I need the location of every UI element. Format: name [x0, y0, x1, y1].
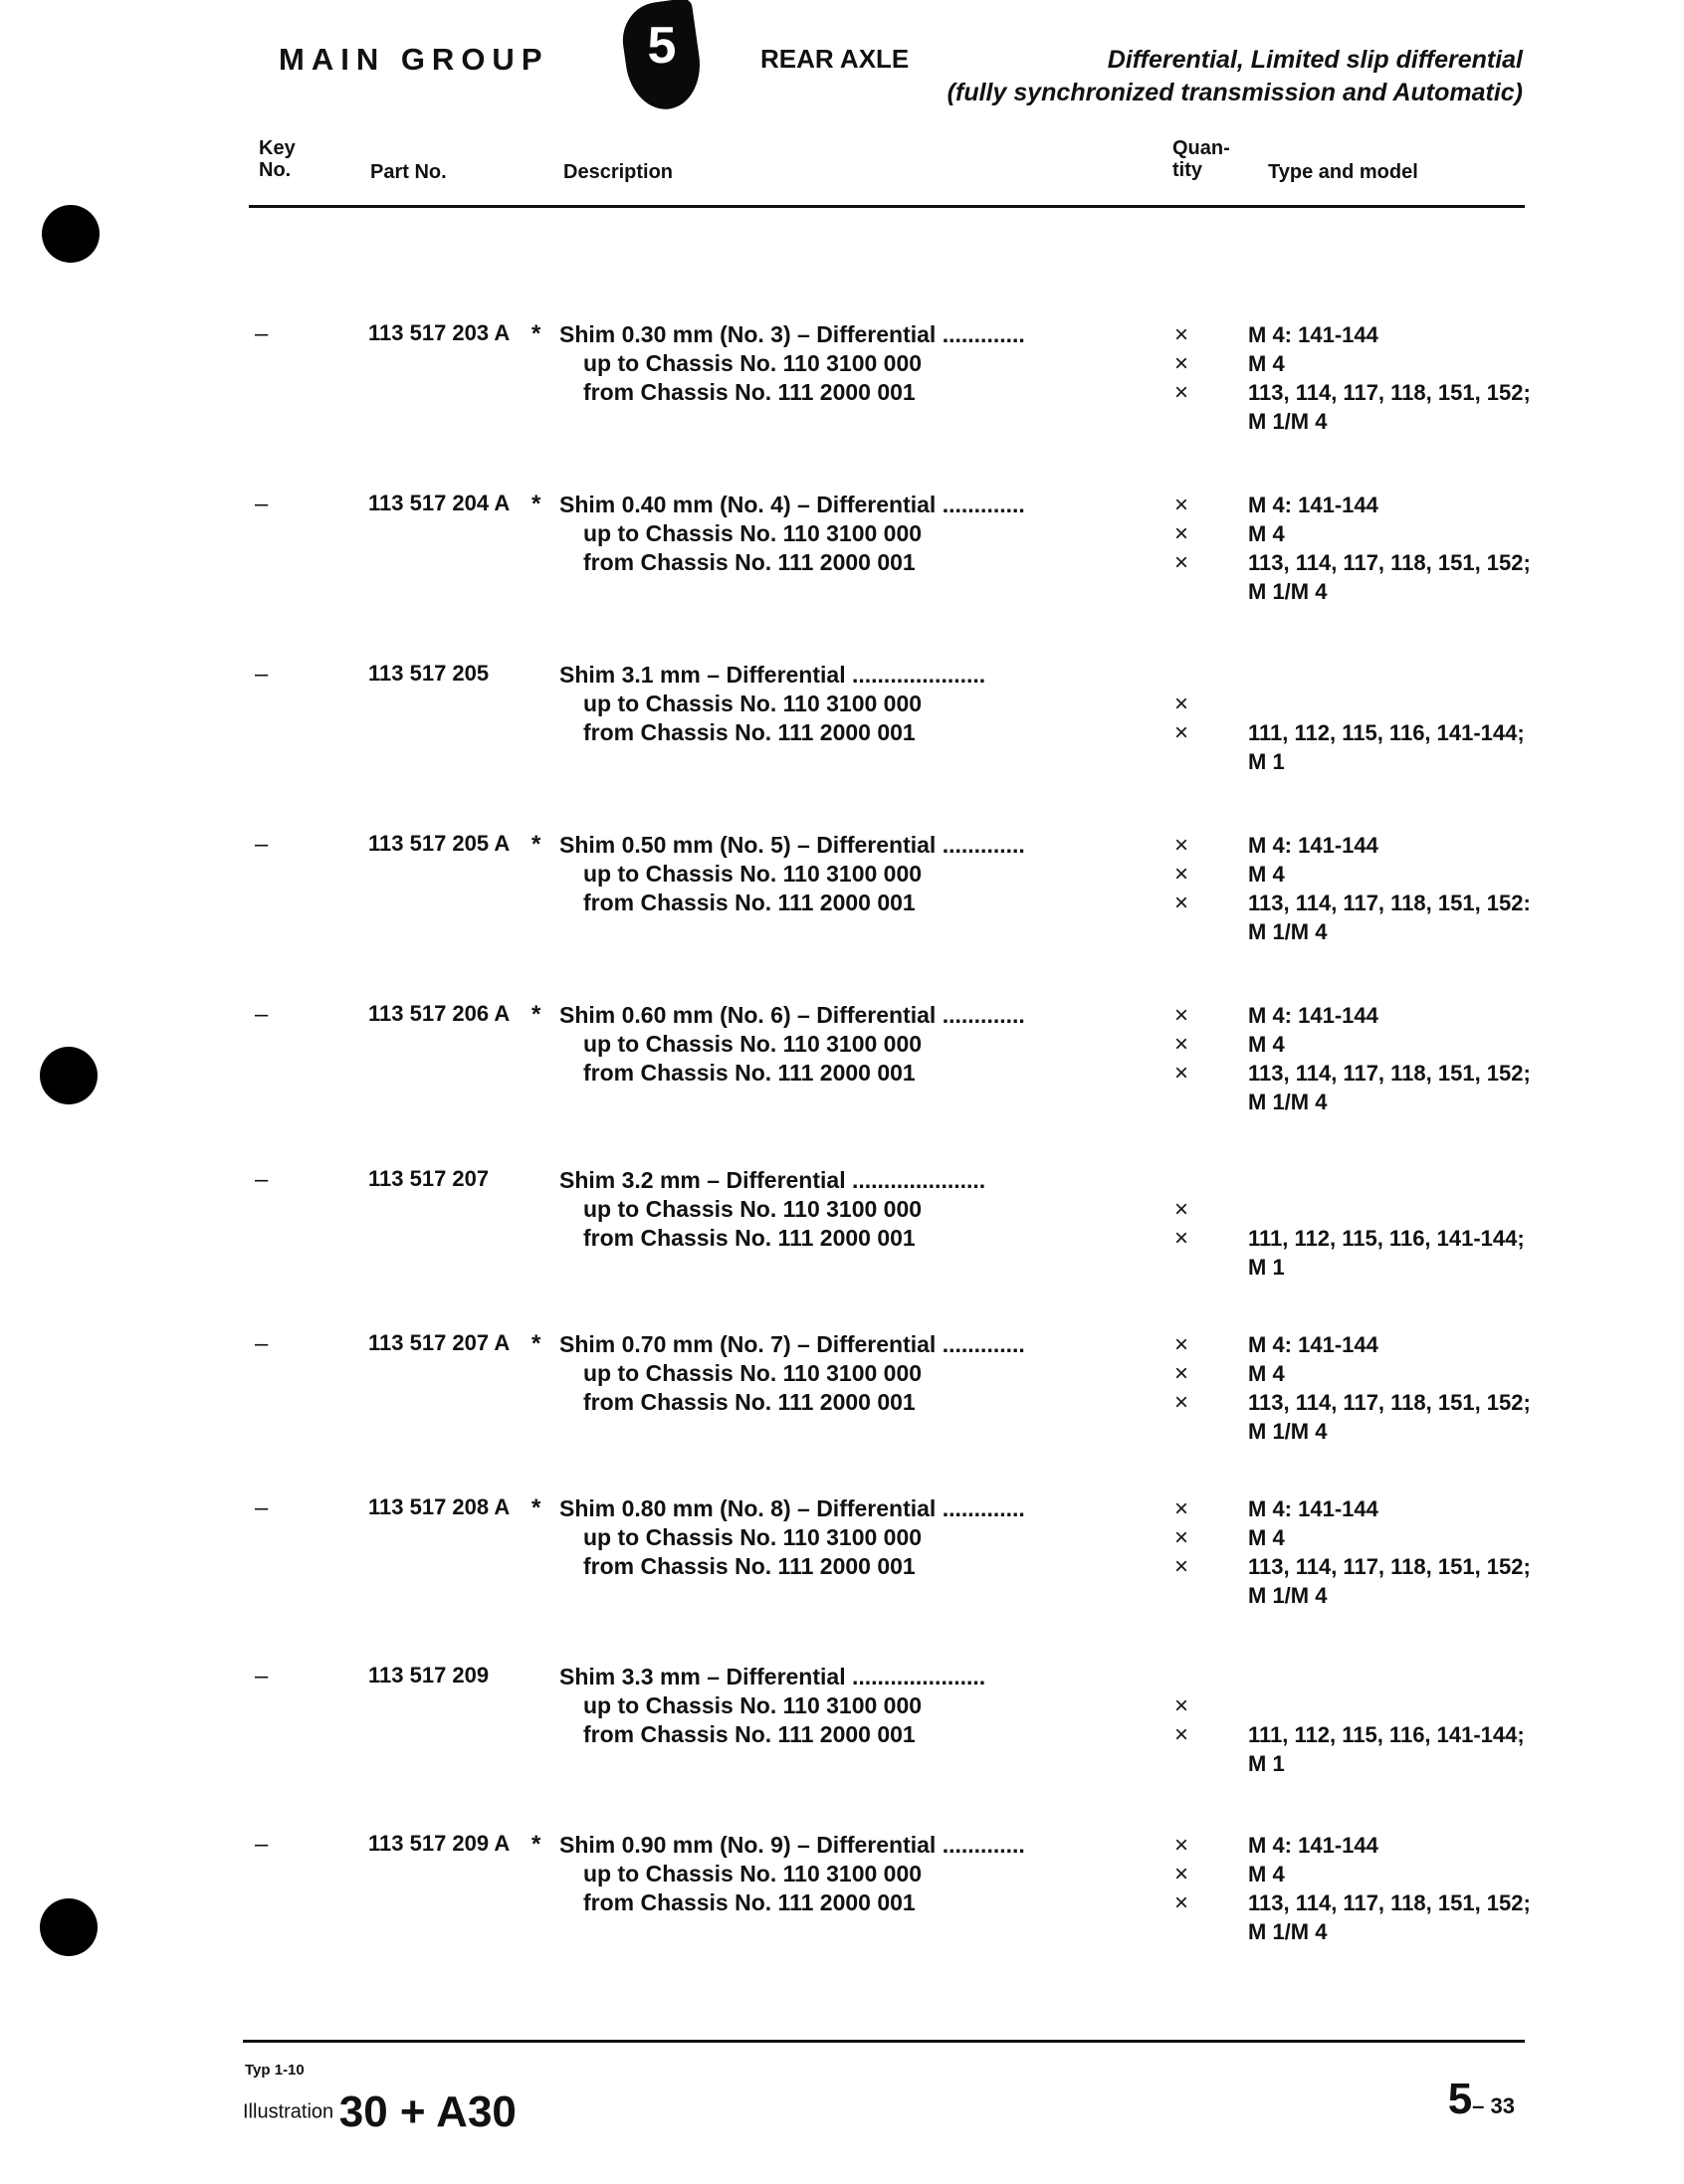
- model-line: M 1: [1248, 749, 1285, 774]
- quantity-mark: ×: [1174, 1692, 1189, 1719]
- part-description: [559, 1831, 1137, 1917]
- model-line: 113, 114, 117, 118, 151, 152;: [1248, 1890, 1531, 1915]
- part-description: [559, 661, 1137, 747]
- part-description: [559, 1330, 1137, 1417]
- type-and-model: [1248, 320, 1531, 436]
- model-line: 111, 112, 115, 116, 141-144;: [1248, 1722, 1525, 1747]
- quantity-mark: ×: [1174, 520, 1189, 547]
- quantity-mark: [1174, 661, 1188, 690]
- quantity-mark: ×: [1174, 350, 1189, 377]
- model-line: M 1: [1248, 1751, 1285, 1776]
- illustration-reference: 30 + A30: [338, 2087, 517, 2136]
- main-group-label: MAIN GROUP: [279, 42, 549, 77]
- part-row: [0, 661, 1684, 820]
- footer-illustration: [243, 2087, 517, 2137]
- model-line: 113, 114, 117, 118, 151, 152;: [1248, 550, 1531, 575]
- model-line: M 4: 141-144: [1248, 1833, 1378, 1858]
- model-line: M 1/M 4: [1248, 1090, 1328, 1114]
- column-header-part: Part No.: [370, 161, 447, 183]
- description-from: from Chassis No. 111 2000 001: [583, 719, 916, 745]
- part-description: [559, 1166, 1137, 1253]
- key-number: –: [255, 1330, 269, 1357]
- type-and-model: [1248, 1663, 1525, 1778]
- part-number: 113 517 204 A: [368, 491, 511, 515]
- quantity-mark: ×: [1174, 890, 1189, 916]
- model-line: 113, 114, 117, 118, 151, 152;: [1248, 1390, 1531, 1415]
- model-line: [1248, 1663, 1525, 1691]
- description-main: Shim 3.3 mm – Differential .....................: [559, 1664, 986, 1689]
- description-up-to: up to Chassis No. 110 3100 000: [583, 1360, 923, 1386]
- part-row: [0, 1166, 1684, 1325]
- description-main: Shim 0.80 mm (No. 8) – Differential .............: [559, 1495, 1025, 1521]
- part-description: [559, 1001, 1137, 1088]
- new-part-marker: *: [531, 320, 541, 347]
- part-row: [0, 831, 1684, 990]
- part-row: [0, 1001, 1684, 1160]
- illustration-label: Illustration: [243, 2100, 334, 2123]
- part-description: [559, 320, 1137, 407]
- quantity-mark: [1174, 1166, 1188, 1195]
- type-and-model: [1248, 1330, 1531, 1446]
- section-label: REAR AXLE: [760, 44, 910, 74]
- description-main: Shim 0.70 mm (No. 7) – Differential .............: [559, 1331, 1025, 1357]
- description-from: from Chassis No. 111 2000 001: [583, 1889, 916, 1915]
- quantity-mark: ×: [1174, 861, 1189, 888]
- model-line: [1248, 690, 1525, 718]
- model-line: [1248, 661, 1525, 690]
- part-row: [0, 491, 1684, 650]
- part-number: 113 517 209 A: [368, 1831, 511, 1856]
- quantity-mark: ×: [1174, 832, 1189, 859]
- header-rule: [249, 205, 1525, 208]
- part-number: 113 517 206 A: [368, 1001, 511, 1026]
- model-line: M 4: [1248, 1032, 1285, 1057]
- model-line: 113, 114, 117, 118, 151, 152;: [1248, 1554, 1531, 1579]
- key-number: –: [255, 1001, 269, 1028]
- quantity-mark: ×: [1174, 1002, 1189, 1029]
- model-line: M 1/M 4: [1248, 1419, 1328, 1444]
- part-description: [559, 1663, 1137, 1749]
- model-line: 113, 114, 117, 118, 151, 152;: [1248, 1061, 1531, 1086]
- model-line: M 4: 141-144: [1248, 1003, 1378, 1028]
- key-number: –: [255, 320, 269, 347]
- quantity-mark: ×: [1174, 321, 1189, 348]
- quantity-mark: ×: [1174, 1031, 1189, 1058]
- description-main: Shim 3.1 mm – Differential .....................: [559, 662, 986, 688]
- footer-rule: [243, 2040, 1525, 2043]
- model-line: M 4: 141-144: [1248, 493, 1378, 517]
- key-number: –: [255, 1831, 269, 1858]
- description-main: Shim 0.50 mm (No. 5) – Differential .............: [559, 832, 1025, 858]
- quantity-mark: ×: [1174, 379, 1189, 406]
- description-up-to: up to Chassis No. 110 3100 000: [583, 1692, 923, 1718]
- model-line: M 1/M 4: [1248, 1919, 1328, 1944]
- description-main: Shim 0.90 mm (No. 9) – Differential .............: [559, 1832, 1025, 1858]
- type-and-model: [1248, 661, 1525, 776]
- page-number-sub: – 33: [1472, 2093, 1515, 2118]
- type-and-model: [1248, 1001, 1531, 1116]
- description-from: from Chassis No. 111 2000 001: [583, 1225, 916, 1251]
- quantity: [1174, 1001, 1188, 1088]
- binder-hole-top: [42, 205, 100, 263]
- quantity-mark: ×: [1174, 1832, 1189, 1859]
- part-description: [559, 491, 1137, 577]
- quantity-mark: ×: [1174, 1889, 1189, 1916]
- model-line: M 1/M 4: [1248, 579, 1328, 604]
- part-number: 113 517 203 A: [368, 320, 511, 345]
- model-line: 113, 114, 117, 118, 151, 152:: [1248, 891, 1531, 915]
- quantity: [1174, 320, 1188, 407]
- type-and-model: [1248, 1166, 1525, 1282]
- model-line: M 4: [1248, 1862, 1285, 1886]
- description-main: Shim 0.60 mm (No. 6) – Differential .............: [559, 1002, 1025, 1028]
- group-badge-number: 5: [647, 17, 677, 75]
- part-description: [559, 1494, 1137, 1581]
- description-from: from Chassis No. 111 2000 001: [583, 549, 916, 575]
- description-main: Shim 0.30 mm (No. 3) – Differential .............: [559, 321, 1025, 347]
- description-from: from Chassis No. 111 2000 001: [583, 1721, 916, 1747]
- quantity-mark: ×: [1174, 1553, 1189, 1580]
- quantity-mark: ×: [1174, 1060, 1189, 1087]
- description-from: from Chassis No. 111 2000 001: [583, 1553, 916, 1579]
- page-number-main: 5: [1447, 2075, 1473, 2123]
- part-row: [0, 1663, 1684, 1822]
- part-row: [0, 1330, 1684, 1489]
- description-from: from Chassis No. 111 2000 001: [583, 379, 916, 405]
- description-from: from Chassis No. 111 2000 001: [583, 1060, 916, 1086]
- quantity: [1174, 1494, 1188, 1581]
- column-header-description: Description: [563, 161, 674, 183]
- model-line: M 4: [1248, 351, 1285, 376]
- part-row: [0, 1494, 1684, 1654]
- description-up-to: up to Chassis No. 110 3100 000: [583, 1031, 923, 1057]
- model-line: M 1/M 4: [1248, 1583, 1328, 1608]
- part-number: 113 517 205 A: [368, 831, 511, 856]
- model-line: [1248, 1195, 1525, 1224]
- quantity-mark: ×: [1174, 1861, 1189, 1887]
- model-line: M 4: [1248, 1361, 1285, 1386]
- quantity-mark: ×: [1174, 1331, 1189, 1358]
- quantity: [1174, 1330, 1188, 1417]
- quantity-mark: ×: [1174, 1389, 1189, 1416]
- quantity: [1174, 1663, 1188, 1749]
- type-and-model: [1248, 491, 1531, 606]
- column-header-key: Key No.: [259, 137, 296, 181]
- quantity-mark: [1174, 1663, 1188, 1691]
- type-and-model: [1248, 831, 1531, 946]
- description-from: from Chassis No. 111 2000 001: [583, 890, 916, 915]
- part-number: 113 517 205: [368, 661, 490, 686]
- description-main: Shim 3.2 mm – Differential .....................: [559, 1167, 986, 1193]
- page-number: [1448, 2075, 1515, 2124]
- quantity-mark: ×: [1174, 691, 1189, 717]
- description-main: Shim 0.40 mm (No. 4) – Differential .............: [559, 492, 1025, 517]
- quantity-mark: ×: [1174, 1225, 1189, 1252]
- column-header-quantity: Quan- tity: [1172, 137, 1230, 181]
- description-up-to: up to Chassis No. 110 3100 000: [583, 1196, 923, 1222]
- key-number: –: [255, 831, 269, 858]
- key-number: –: [255, 1166, 269, 1193]
- part-description: [559, 831, 1137, 917]
- quantity: [1174, 661, 1188, 747]
- quantity-mark: ×: [1174, 1196, 1189, 1223]
- model-line: 111, 112, 115, 116, 141-144;: [1248, 720, 1525, 745]
- description-up-to: up to Chassis No. 110 3100 000: [583, 1524, 923, 1550]
- model-line: M 1/M 4: [1248, 919, 1328, 944]
- model-line: M 4: [1248, 862, 1285, 887]
- page-title-line2: (fully synchronized transmission and Automatic): [947, 79, 1523, 106]
- model-line: M 1: [1248, 1255, 1285, 1280]
- type-and-model: [1248, 1831, 1531, 1946]
- quantity: [1174, 1166, 1188, 1253]
- new-part-marker: *: [531, 1330, 541, 1357]
- model-line: M 4: 141-144: [1248, 322, 1378, 347]
- new-part-marker: *: [531, 1001, 541, 1028]
- part-number: 113 517 208 A: [368, 1494, 511, 1519]
- key-number: –: [255, 491, 269, 517]
- quantity-mark: ×: [1174, 1524, 1189, 1551]
- quantity-mark: ×: [1174, 1495, 1189, 1522]
- part-number: 113 517 207 A: [368, 1330, 511, 1355]
- part-row: [0, 320, 1684, 480]
- footer-type: Typ 1-10: [245, 2062, 305, 2079]
- quantity: [1174, 491, 1188, 577]
- quantity-mark: ×: [1174, 492, 1189, 518]
- description-up-to: up to Chassis No. 110 3100 000: [583, 350, 923, 376]
- model-line: M 4: 141-144: [1248, 1332, 1378, 1357]
- description-up-to: up to Chassis No. 110 3100 000: [583, 691, 923, 716]
- quantity-mark: ×: [1174, 549, 1189, 576]
- new-part-marker: *: [531, 491, 541, 517]
- page-title: [947, 44, 1523, 109]
- model-line: M 4: 141-144: [1248, 833, 1378, 858]
- part-number: 113 517 209: [368, 1663, 490, 1688]
- quantity-mark: ×: [1174, 1360, 1189, 1387]
- description-up-to: up to Chassis No. 110 3100 000: [583, 861, 923, 887]
- new-part-marker: *: [531, 1831, 541, 1858]
- key-number: –: [255, 1494, 269, 1521]
- part-row: [0, 1831, 1684, 1990]
- key-number: –: [255, 661, 269, 688]
- model-line: 111, 112, 115, 116, 141-144;: [1248, 1226, 1525, 1251]
- quantity-mark: ×: [1174, 719, 1189, 746]
- new-part-marker: *: [531, 1494, 541, 1521]
- new-part-marker: *: [531, 831, 541, 858]
- model-line: M 4: [1248, 521, 1285, 546]
- model-line: M 4: 141-144: [1248, 1496, 1378, 1521]
- model-line: [1248, 1691, 1525, 1720]
- description-up-to: up to Chassis No. 110 3100 000: [583, 1861, 923, 1886]
- quantity: [1174, 831, 1188, 917]
- column-header-type: Type and model: [1268, 161, 1418, 183]
- quantity-mark: ×: [1174, 1721, 1189, 1748]
- key-number: –: [255, 1663, 269, 1689]
- quantity: [1174, 1831, 1188, 1917]
- model-line: [1248, 1166, 1525, 1195]
- model-line: M 1/M 4: [1248, 409, 1328, 434]
- description-up-to: up to Chassis No. 110 3100 000: [583, 520, 923, 546]
- model-line: 113, 114, 117, 118, 151, 152;: [1248, 380, 1531, 405]
- part-number: 113 517 207: [368, 1166, 490, 1191]
- model-line: M 4: [1248, 1525, 1285, 1550]
- type-and-model: [1248, 1494, 1531, 1610]
- page-title-line1: Differential, Limited slip differential: [1107, 46, 1523, 74]
- description-from: from Chassis No. 111 2000 001: [583, 1389, 916, 1415]
